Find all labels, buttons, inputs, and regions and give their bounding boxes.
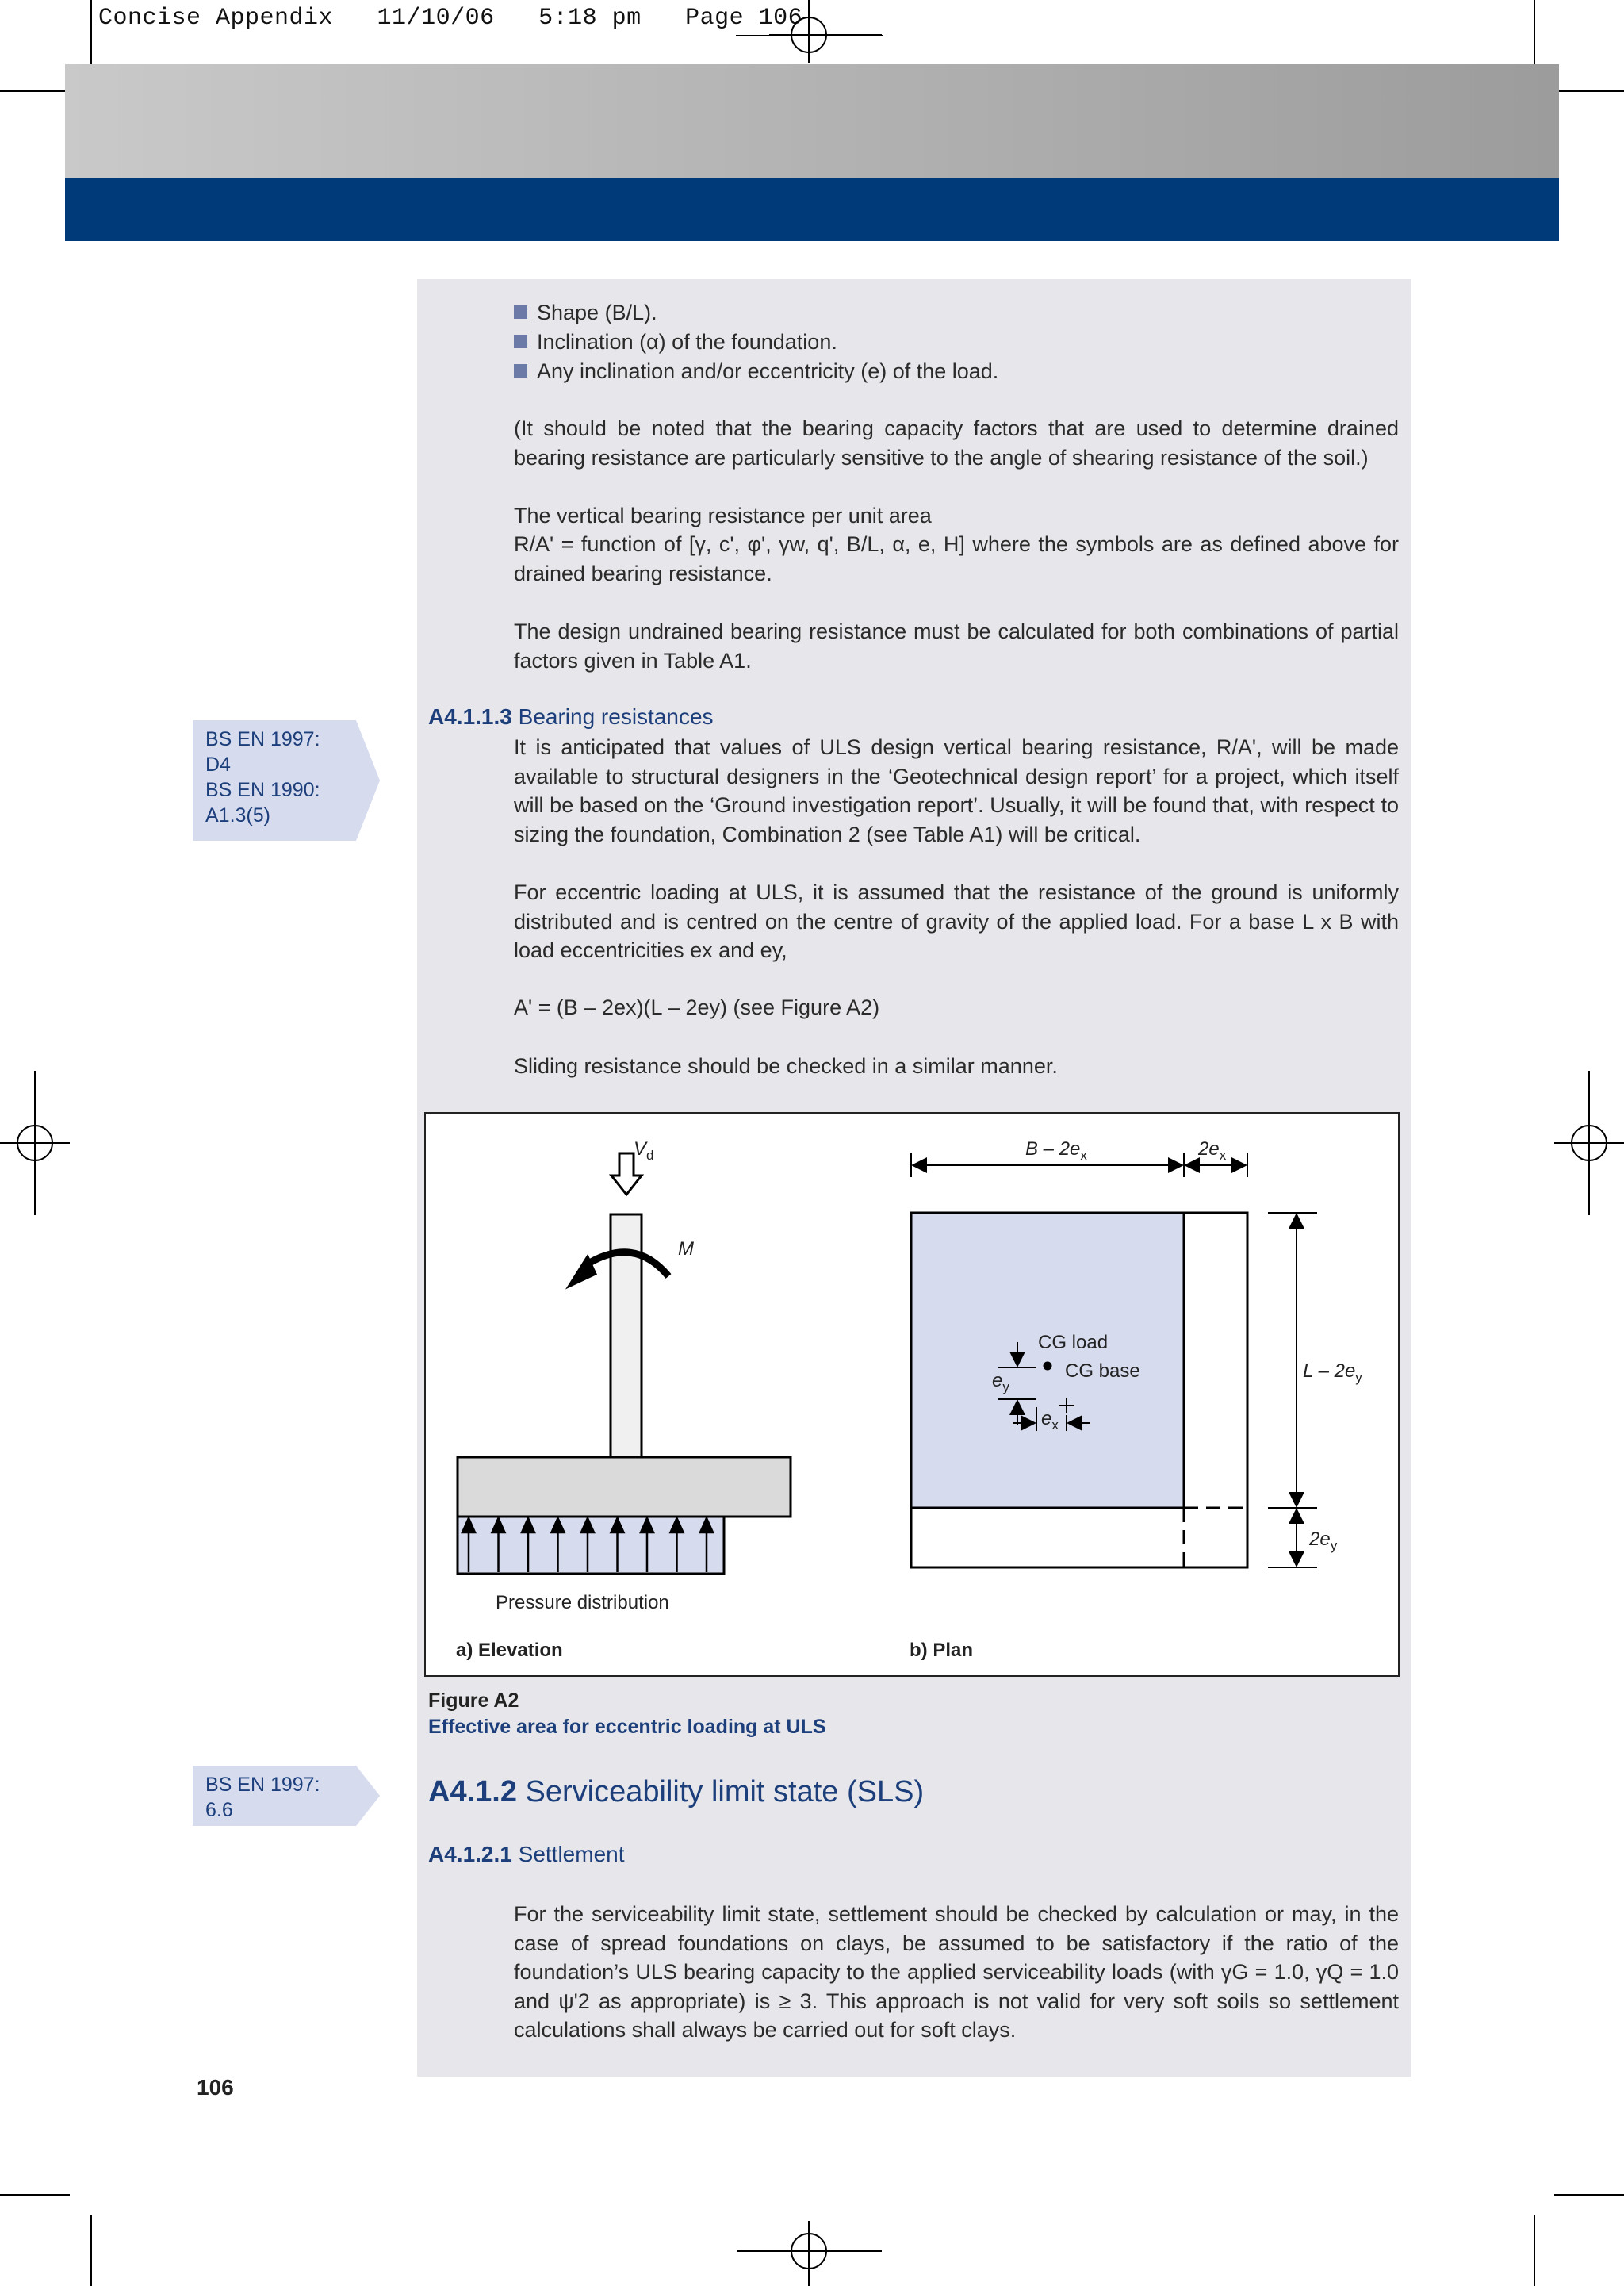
paragraph-note: (It should be noted that the bearing capacity factors that are used to determine drained bearing resistance are particularly sensitive to the angle of shearing resistance of the soil.): [514, 416, 1399, 470]
tab-line: D4: [205, 754, 231, 776]
section-heading-a4121: [428, 1842, 625, 1867]
figure-a2: [424, 1112, 1400, 1677]
pressure-distribution-label: Pressure distribution: [496, 1592, 669, 1613]
bullet-square-icon: [514, 305, 527, 319]
tab-line: BS EN 1997:: [205, 1774, 320, 1796]
figure-caption-title: Effective area for eccentric loading at ULS: [428, 1716, 826, 1738]
section-title: Bearing resistances: [518, 704, 714, 729]
equation-effective-area: A' = (B – 2ex)(L – 2ey) (see Figure A2): [514, 995, 880, 1019]
elevation-view: [458, 1153, 791, 1574]
section-title: Serviceability limit state (SLS): [525, 1775, 925, 1808]
figure-a2-drawing: [426, 1114, 1398, 1675]
bullet-square-icon: [514, 364, 527, 378]
elevation-caption: a) Elevation: [456, 1640, 563, 1661]
header-blue-band: [65, 178, 1559, 241]
bullet-square-icon: [514, 335, 527, 348]
cg-base-label: CG base: [1065, 1360, 1140, 1382]
margin-reference-tab: [193, 720, 356, 841]
bullet-item: [514, 328, 837, 357]
tab-line: BS EN 1990:: [205, 779, 320, 801]
cg-load-label: CG load: [1038, 1332, 1109, 1353]
paragraph-eccentric: For eccentric loading at ULS, it is assumed that the resistance of the ground is uniformly distributed and is centred on the centre of gravity of the applied load. For a base L x B with load eccentricities ex and ey,: [514, 880, 1399, 962]
paragraph-vertical-intro: The vertical bearing resistance per unit area: [514, 504, 932, 527]
bullet-text: Shape (B/L).: [537, 301, 657, 324]
header-gradient-band: [65, 64, 1559, 178]
bullet-item: [514, 298, 657, 328]
margin-reference-tab: [193, 1766, 356, 1826]
bullet-text: Any inclination and/or eccentricity (e) of the load.: [537, 359, 999, 383]
ex-label: $e_x$: [1041, 1408, 1059, 1433]
tab-line: 6.6: [205, 1799, 233, 1821]
paragraph-anticipated: It is anticipated that values of ULS design vertical bearing resistance, R/A', will be made available to structural designers in the ‘Geotechnical design report’ for a project, which itself will be based on the ‘Ground investigation report’. Usually, it will be found that, with respect to sizing the foundation, Combination 2 (see Table A1) will be critical.: [514, 735, 1399, 846]
tab-line: A1.3(5): [205, 804, 270, 827]
figure-caption-number: Figure A2: [428, 1690, 519, 1712]
section-number: A4.1.2: [428, 1775, 517, 1808]
plan-caption: b) Plan: [910, 1640, 974, 1661]
paragraph-vertical-function: R/A' = function of [γ, c', φ', γw, q', B/L, α, e, H] where the symbols are as defined above for drained bearing resistance.: [514, 532, 1399, 585]
paragraph-design-undrained: The design undrained bearing resistance must be calculated for both combinations of partial factors given in Table A1.: [514, 619, 1399, 673]
paragraph-sliding: Sliding resistance should be checked in a similar manner.: [514, 1054, 1058, 1078]
cg-load-point: [1044, 1362, 1051, 1370]
paragraph-sls: For the serviceability limit state, settlement should be checked by calculation or may, in the case of spread foundations on clays, be assumed to be satisfactory if the ratio of the foundation’s ULS bearing capacity to the applied serviceability loads (with γG = 1.0, γQ = 1.0 and ψ'2 as appropriate) is ≥ 3. This approach is not valid for very soft soils so settlement calculations shall always be carried out for soft clays.: [514, 1902, 1399, 2042]
tab-line: BS EN 1997:: [205, 728, 320, 750]
bullet-item: [514, 357, 998, 386]
moment-label: M: [678, 1238, 694, 1260]
footing: [458, 1457, 791, 1517]
section-heading-a412: [428, 1775, 924, 1809]
two-ey-label: $2e_y$: [1309, 1528, 1338, 1553]
b-minus-2ex-label: B – $2e_x$: [1025, 1138, 1087, 1163]
l-minus-2ey-label: L – $2e_y$: [1303, 1360, 1362, 1385]
section-title: Settlement: [518, 1842, 625, 1866]
ey-label: $e_y$: [992, 1370, 1009, 1394]
bullet-text: Inclination (α) of the foundation.: [537, 330, 837, 354]
section-heading-a4113: [428, 704, 714, 730]
page-number: 106: [197, 2075, 234, 2100]
printer-slug: Concise Appendix 11/10/06 5:18 pm Page 106: [98, 5, 803, 32]
two-ex-label: $2e_x$: [1198, 1138, 1227, 1163]
vd-label: $V_d$: [634, 1138, 654, 1163]
section-number: A4.1.2.1: [428, 1842, 512, 1866]
effective-area: [911, 1213, 1184, 1508]
section-number: A4.1.1.3: [428, 704, 512, 729]
